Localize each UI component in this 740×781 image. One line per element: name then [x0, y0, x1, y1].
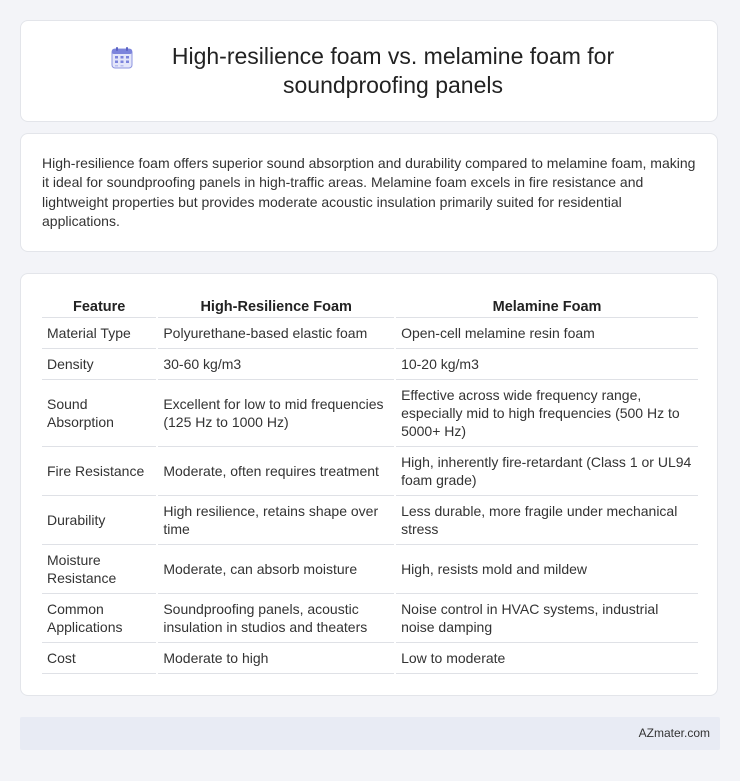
table-row — [42, 545, 698, 594]
melamine-cell: High, resists mold and mildew — [396, 545, 698, 594]
melamine-cell: Noise control in HVAC systems, industrial noise damping — [396, 594, 698, 643]
page-title: High-resilience foam vs. melamine foam for soundproofing panels — [171, 43, 615, 98]
footer-brand[interactable]: AZmater.com — [638, 726, 710, 740]
melamine-cell: Effective across wide frequency range, especially mid to high frequencies (500 Hz to 5000+ Hz) — [396, 380, 698, 447]
melamine-cell: Open-cell melamine resin foam — [396, 318, 698, 349]
feature-cell: Fire Resistance — [42, 447, 156, 496]
high-resilience-cell: Moderate, can absorb moisture — [158, 545, 394, 594]
table-header-row — [42, 294, 698, 318]
header-melamine: Melamine Foam — [396, 294, 698, 318]
intro-text: High-resilience foam offers superior sound absorption and durability compared to melamine foam, making it ideal for soundproofing panels in high-traffic areas. Melamine foam excels in fire resistance and lightweight properties but provides moderate acoustic insulation primarily suited for residential applications. — [42, 155, 696, 229]
intro-card — [20, 133, 718, 252]
melamine-cell: High, inherently fire-retardant (Class 1 or UL94 foam grade) — [396, 447, 698, 496]
comparison-table — [40, 294, 700, 674]
feature-cell: Common Applications — [42, 594, 156, 643]
header-high-resilience: High-Resilience Foam — [158, 294, 394, 318]
high-resilience-cell: High resilience, retains shape over time — [158, 496, 394, 545]
calendar-icon — [110, 46, 134, 70]
high-resilience-cell: Excellent for low to mid frequencies (125 Hz to 1000 Hz) — [158, 380, 394, 447]
melamine-cell: Low to moderate — [396, 643, 698, 674]
feature-cell: Durability — [42, 496, 156, 545]
table-row — [42, 447, 698, 496]
melamine-cell: Less durable, more fragile under mechanical stress — [396, 496, 698, 545]
feature-cell: Density — [42, 349, 156, 380]
title-wrap — [110, 42, 628, 100]
high-resilience-cell: 30-60 kg/m3 — [158, 349, 394, 380]
feature-cell: Cost — [42, 643, 156, 674]
melamine-cell: 10-20 kg/m3 — [396, 349, 698, 380]
footer — [20, 717, 720, 750]
title-card — [20, 20, 718, 122]
feature-cell: Material Type — [42, 318, 156, 349]
table-row — [42, 594, 698, 643]
feature-cell: Sound Absorption — [42, 380, 156, 447]
high-resilience-cell: Moderate to high — [158, 643, 394, 674]
table-row — [42, 643, 698, 674]
table-row — [42, 496, 698, 545]
table-row — [42, 380, 698, 447]
header-feature: Feature — [42, 294, 156, 318]
table-row — [42, 349, 698, 380]
high-resilience-cell: Moderate, often requires treatment — [158, 447, 394, 496]
table-row — [42, 318, 698, 349]
feature-cell: Moisture Resistance — [42, 545, 156, 594]
high-resilience-cell: Polyurethane-based elastic foam — [158, 318, 394, 349]
high-resilience-cell: Soundproofing panels, acoustic insulation in studios and theaters — [158, 594, 394, 643]
comparison-card — [20, 273, 718, 696]
